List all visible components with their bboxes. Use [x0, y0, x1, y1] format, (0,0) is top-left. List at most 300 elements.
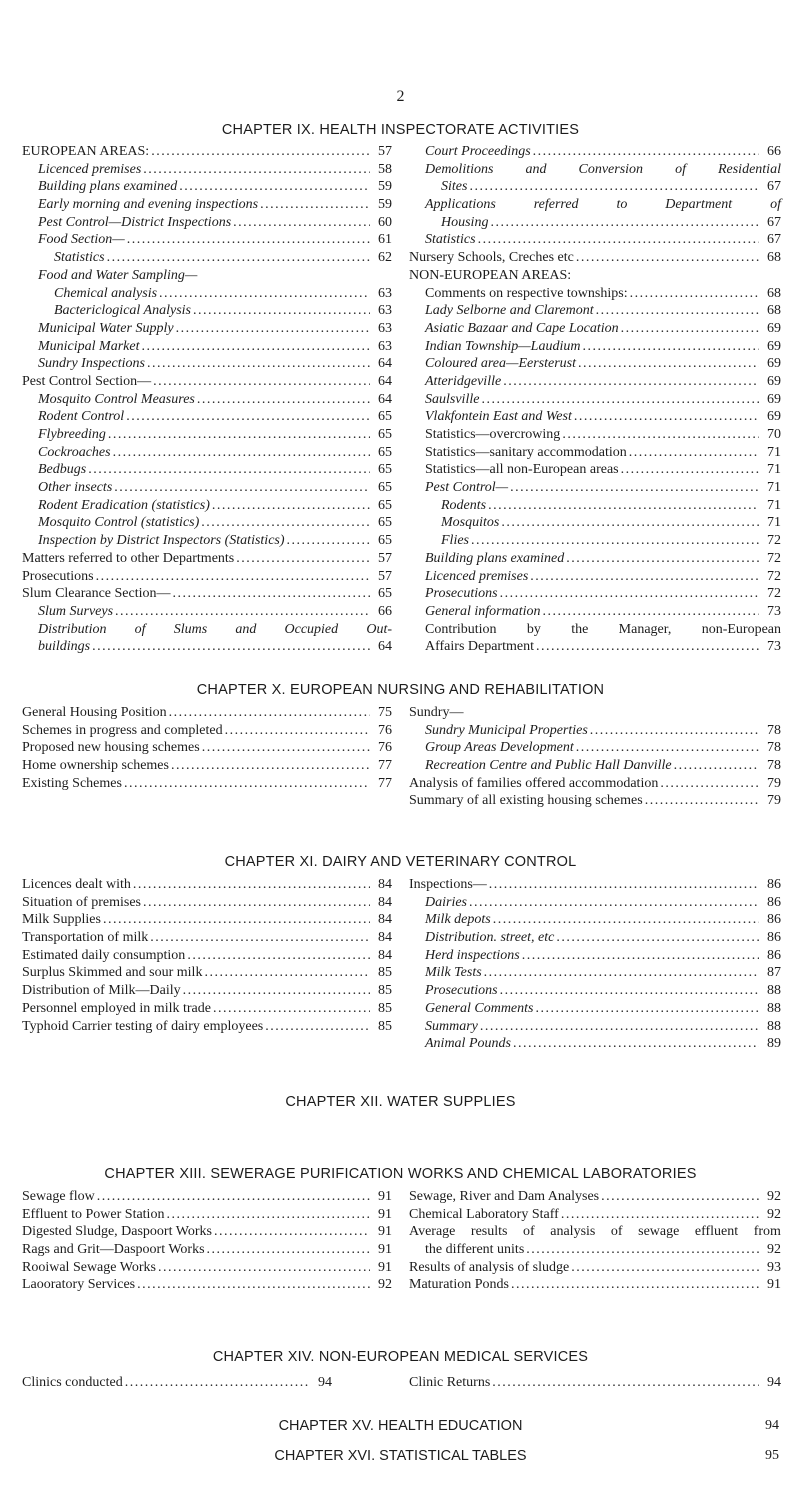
- toc-entry: [22, 285, 392, 303]
- toc-entry: [409, 775, 781, 793]
- toc-entry-label: Effluent to Power Station: [22, 1206, 165, 1222]
- chapter-x-right-column: [409, 704, 781, 810]
- toc-entry-label: Slum Surveys: [38, 603, 114, 619]
- dot-leader: [88, 461, 370, 479]
- chapter-xiv-title: CHAPTER XIV. NON-EUROPEAN MEDICAL SERVICES: [212, 1349, 589, 1365]
- dot-leader: [171, 757, 370, 775]
- toc-entry-page: 72: [767, 568, 781, 584]
- toc-entry: [409, 739, 781, 757]
- toc-entry-page: 71: [767, 480, 781, 496]
- dot-leader: [590, 722, 759, 740]
- toc-entry: [22, 1188, 392, 1206]
- toc-entry-label: Existing Schemes: [22, 775, 122, 791]
- toc-entry: [409, 722, 781, 740]
- dot-leader: [143, 894, 370, 912]
- toc-entry-label: Clinic Returns: [409, 1375, 491, 1390]
- toc-entry-label: Prosecutions: [425, 983, 498, 999]
- toc-entry-page: 72: [767, 533, 781, 549]
- dot-leader: [97, 1188, 370, 1206]
- toc-entry-page: 86: [767, 947, 781, 963]
- toc-entry: [22, 1000, 392, 1018]
- toc-entry-page: 71: [767, 497, 781, 513]
- toc-entry: [22, 947, 392, 965]
- dot-leader: [500, 982, 759, 1000]
- toc-entry-label: Proposed new housing schemes: [22, 740, 200, 756]
- toc-entry-page: 85: [378, 1000, 392, 1016]
- dot-leader: [159, 285, 370, 303]
- dot-leader: [153, 373, 370, 391]
- toc-entry-label: Herd inspections: [425, 947, 520, 963]
- dot-leader: [492, 1374, 759, 1392]
- toc-entry-label: Dairies: [425, 894, 467, 910]
- toc-entry: [409, 196, 781, 214]
- toc-entry: [22, 1018, 392, 1036]
- dot-leader: [501, 514, 759, 532]
- toc-entry: [409, 1206, 781, 1224]
- toc-entry-page: 86: [767, 930, 781, 946]
- toc-entry-page: 71: [767, 515, 781, 531]
- toc-entry-label: Food Section—: [38, 232, 125, 248]
- toc-entry: [22, 497, 392, 515]
- toc-entry-page: 91: [378, 1206, 392, 1222]
- dot-leader: [471, 532, 759, 550]
- dot-leader: [522, 947, 759, 965]
- toc-entry: [22, 426, 392, 444]
- chapter-xiii-left-column: [22, 1188, 392, 1294]
- dot-leader: [133, 876, 370, 894]
- toc-entry: [409, 267, 781, 285]
- dot-leader: [125, 1374, 310, 1392]
- toc-entry: [22, 479, 392, 497]
- toc-entry-page: 71: [767, 462, 781, 478]
- dot-leader: [214, 1223, 370, 1241]
- toc-entry-page: 69: [767, 356, 781, 372]
- toc-entry: [409, 479, 781, 497]
- toc-entry: [409, 214, 781, 232]
- toc-entry-label: Average results of analysis of sewage effluent from: [409, 1224, 781, 1240]
- toc-entry: [22, 249, 392, 267]
- toc-entry-page: 78: [767, 740, 781, 756]
- dot-leader: [488, 497, 759, 515]
- toc-entry: [22, 444, 392, 462]
- toc-entry-label: Bedbugs: [38, 462, 87, 478]
- dot-leader: [115, 603, 370, 621]
- chapter-ix-left-column: [22, 143, 392, 656]
- toc-entry-page: 71: [767, 444, 781, 460]
- toc-entry-page: 94: [767, 1375, 781, 1390]
- toc-entry: [409, 461, 781, 479]
- dot-leader: [183, 982, 370, 1000]
- toc-entry: [409, 161, 781, 179]
- toc-entry-page: 77: [378, 775, 392, 791]
- toc-entry-page: 67: [767, 179, 781, 195]
- toc-entry-page: 65: [378, 444, 392, 460]
- toc-entry-label: Licenced premises: [425, 568, 529, 584]
- toc-entry-label: Affairs Department: [425, 639, 534, 655]
- chapter-ix-title: CHAPTER IX. HEALTH INSPECTORATE ACTIVITIES: [221, 122, 580, 138]
- toc-entry-label: Licences dealt with: [22, 877, 131, 892]
- toc-entry-page: 65: [378, 462, 392, 478]
- toc-entry: [409, 408, 781, 426]
- dot-leader: [107, 249, 370, 267]
- toc-entry-label: Asiatic Bazaar and Cape Location: [425, 320, 619, 336]
- toc-entry-page: 89: [767, 1036, 781, 1052]
- toc-entry: [22, 214, 392, 232]
- toc-entry: [22, 775, 392, 793]
- page-number: 2: [396, 88, 405, 105]
- toc-entry-page: 57: [378, 144, 392, 159]
- toc-entry-label: Statistics—sanitary accommodation: [425, 444, 627, 460]
- toc-entry-page: 91: [378, 1224, 392, 1240]
- dot-leader: [141, 338, 370, 356]
- toc-entry-label: Sundry—: [409, 705, 464, 720]
- toc-entry-page: 86: [767, 894, 781, 910]
- dot-leader: [596, 302, 759, 320]
- dot-leader: [197, 391, 370, 409]
- toc-entry-page: 67: [767, 232, 781, 248]
- chapter-xi-title: CHAPTER XI. DAIRY AND VETERINARY CONTROL: [224, 854, 577, 870]
- toc-entry-page: 92: [767, 1189, 781, 1204]
- toc-entry-label: Demolitions and Conversion of Residential: [425, 161, 781, 177]
- toc-entry-page: 59: [378, 197, 392, 213]
- toc-entry: [22, 302, 392, 320]
- toc-entry-page: 92: [767, 1242, 781, 1258]
- toc-entry-page: 68: [767, 285, 781, 301]
- dot-leader: [582, 338, 759, 356]
- toc-entry: [409, 929, 781, 947]
- dot-leader: [536, 638, 759, 656]
- toc-entry: [409, 1276, 781, 1294]
- dot-leader: [233, 214, 370, 232]
- dot-leader: [151, 143, 370, 161]
- toc-entry-label: Municipal Water Supply: [38, 320, 174, 336]
- toc-entry-label: Lady Selborne and Claremont: [425, 303, 594, 319]
- chapter-xii-title: CHAPTER XII. WATER SUPPLIES: [285, 1094, 516, 1110]
- toc-entry-label: Prosecutions: [22, 568, 94, 584]
- toc-entry-page: 67: [767, 214, 781, 230]
- dot-leader: [481, 391, 759, 409]
- dot-leader: [513, 1035, 759, 1053]
- toc-entry-label: Pest Control—District Inspections: [38, 214, 232, 230]
- toc-entry-page: 69: [767, 373, 781, 389]
- toc-entry-page: 75: [378, 705, 392, 720]
- toc-entry-label: Rodent Eradication (statistics): [38, 497, 210, 513]
- chapter-xvi-title: CHAPTER XVI. STATISTICAL TABLES: [274, 1448, 527, 1464]
- dot-leader: [225, 722, 370, 740]
- dot-leader: [124, 775, 370, 793]
- toc-entry-page: 57: [378, 550, 392, 566]
- toc-entry-label: Slum Clearance Section—: [22, 586, 171, 602]
- toc-entry-label: Situation of premises: [22, 894, 141, 910]
- toc-entry-label: General information: [425, 603, 541, 619]
- chapter-xi-left-column: [22, 876, 392, 1035]
- toc-entry: [22, 704, 392, 722]
- toc-entry-page: 76: [378, 722, 392, 738]
- toc-entry-page: 91: [378, 1189, 392, 1204]
- toc-entry-label: Results of analysis of sludge: [409, 1259, 570, 1275]
- toc-entry-label: buildings: [38, 639, 91, 655]
- toc-entry: [22, 231, 392, 249]
- dot-leader: [213, 1000, 370, 1018]
- dot-leader: [621, 320, 759, 338]
- toc-entry: [409, 143, 781, 161]
- toc-entry: [409, 982, 781, 1000]
- toc-entry-label: Statistics: [425, 232, 476, 248]
- toc-entry-page: 78: [767, 758, 781, 774]
- dot-leader: [561, 1206, 759, 1224]
- toc-entry-page: 86: [767, 912, 781, 928]
- toc-entry-page: 72: [767, 550, 781, 566]
- toc-entry: [409, 568, 781, 586]
- toc-entry-page: 62: [378, 250, 392, 266]
- toc-entry: [409, 355, 781, 373]
- toc-entry-page: 76: [378, 740, 392, 756]
- dot-leader: [533, 143, 759, 161]
- toc-entry-label: Applications referred to Department of: [425, 197, 781, 213]
- dot-leader: [287, 532, 370, 550]
- toc-entry-label: Housing: [441, 214, 489, 230]
- toc-entry: [22, 1223, 392, 1241]
- toc-entry: [22, 757, 392, 775]
- dot-leader: [158, 1259, 370, 1277]
- dot-leader: [645, 792, 759, 810]
- dot-leader: [543, 603, 760, 621]
- dot-leader: [562, 426, 759, 444]
- dot-leader: [202, 739, 370, 757]
- toc-entry: [22, 178, 392, 196]
- toc-entry-page: 61: [378, 232, 392, 248]
- toc-entry: [22, 929, 392, 947]
- chapter-xiv-right-column: [409, 1374, 781, 1392]
- toc-entry-page: 84: [378, 877, 392, 892]
- dot-leader: [500, 585, 759, 603]
- toc-entry: [409, 497, 781, 515]
- toc-entry: [409, 876, 781, 894]
- toc-entry: [409, 621, 781, 639]
- chapter-xiii-title: CHAPTER XIII. SEWERAGE PURIFICATION WORKS AND CHEMICAL LABORATORIES: [104, 1166, 697, 1182]
- toc-entry-page: 70: [767, 427, 781, 442]
- toc-entry: [22, 964, 392, 982]
- toc-entry: [409, 1018, 781, 1036]
- toc-entry-page: 79: [767, 793, 781, 809]
- dot-leader: [260, 196, 370, 214]
- toc-entry: [409, 302, 781, 320]
- toc-entry: [22, 911, 392, 929]
- dot-leader: [173, 585, 370, 603]
- toc-entry-label: Animal Pounds: [425, 1036, 511, 1052]
- dot-leader: [571, 1259, 759, 1277]
- toc-entry-label: Clinics conducted: [22, 1375, 123, 1390]
- dot-leader: [469, 178, 759, 196]
- dot-leader: [207, 1241, 370, 1259]
- toc-entry-page: 65: [378, 480, 392, 496]
- toc-entry-page: 60: [378, 214, 392, 230]
- toc-entry: [409, 638, 781, 656]
- dot-leader: [169, 704, 370, 722]
- toc-entry-label: Sundry Municipal Properties: [425, 722, 588, 738]
- toc-entry-label: Maturation Ponds: [409, 1277, 509, 1293]
- toc-entry: [22, 143, 392, 161]
- dot-leader: [556, 929, 759, 947]
- toc-entry: [22, 876, 392, 894]
- toc-entry: [409, 1000, 781, 1018]
- dot-leader: [601, 1188, 759, 1206]
- toc-entry-label: Mosquitos: [441, 515, 500, 531]
- chapter-xv-page: 94: [765, 1418, 779, 1433]
- toc-entry-label: Statistics: [54, 250, 105, 266]
- chapter-ix-right-column: [409, 143, 781, 656]
- toc-entry-label: EUROPEAN AREAS:: [22, 144, 150, 159]
- toc-entry-label: Building plans examined: [38, 179, 178, 195]
- toc-entry-page: 63: [378, 320, 392, 336]
- toc-entry-label: Flybreeding: [38, 427, 106, 442]
- toc-entry: [409, 320, 781, 338]
- dot-leader: [469, 894, 759, 912]
- toc-entry-page: 84: [378, 930, 392, 946]
- dot-leader: [92, 638, 370, 656]
- toc-entry: [409, 964, 781, 982]
- toc-entry-label: Analysis of families offered accommodation: [409, 775, 659, 791]
- toc-entry-label: Rags and Grit—Daspoort Works: [22, 1242, 205, 1258]
- toc-entry-page: 63: [378, 303, 392, 319]
- dot-leader: [113, 444, 370, 462]
- toc-entry-page: 65: [378, 427, 392, 442]
- toc-entry-page: 86: [767, 877, 781, 892]
- toc-entry-label: Inspection by District Inspectors (Statistics): [38, 533, 285, 549]
- dot-leader: [187, 947, 370, 965]
- toc-entry: [409, 285, 781, 303]
- dot-leader: [536, 1000, 760, 1018]
- toc-entry-label: Flies: [441, 533, 469, 549]
- dot-leader: [176, 320, 370, 338]
- toc-entry: [409, 1259, 781, 1277]
- toc-entry-page: 57: [378, 568, 392, 584]
- toc-entry: [22, 1259, 392, 1277]
- chapter-xiii-right-column: [409, 1188, 781, 1294]
- toc-entry: [22, 267, 392, 285]
- toc-entry-label: Transportation of milk: [22, 930, 149, 946]
- toc-entry-label: Personnel employed in milk trade: [22, 1000, 211, 1016]
- toc-entry-label: Rodent Control: [38, 409, 125, 425]
- toc-entry-label: Summary: [425, 1018, 478, 1034]
- toc-entry-label: Typhoid Carrier testing of dairy employees: [22, 1018, 264, 1034]
- dot-leader: [127, 231, 370, 249]
- chapter-xi-right-column: [409, 876, 781, 1053]
- toc-entry: [409, 426, 781, 444]
- toc-entry-label: Food and Water Sampling—: [38, 267, 198, 283]
- toc-entry-label: Inspections—: [409, 877, 487, 892]
- toc-entry: [409, 603, 781, 621]
- toc-entry: [22, 585, 392, 603]
- toc-entry-page: 65: [378, 533, 392, 549]
- toc-entry-page: 69: [767, 320, 781, 336]
- toc-entry-label: Milk depots: [425, 912, 491, 928]
- toc-entry-label: Court Proceedings: [425, 144, 531, 159]
- chapter-xv-title: CHAPTER XV. HEALTH EDUCATION: [278, 1418, 523, 1434]
- toc-entry-page: 58: [378, 161, 392, 177]
- toc-entry: [22, 739, 392, 757]
- toc-entry-label: NON-EUROPEAN AREAS:: [409, 267, 572, 283]
- toc-entry: [22, 408, 392, 426]
- toc-entry: [22, 1241, 392, 1259]
- toc-entry-page: 69: [767, 338, 781, 354]
- toc-entry: [409, 947, 781, 965]
- toc-entry: [22, 514, 392, 532]
- dot-leader: [576, 739, 759, 757]
- toc-entry: [409, 792, 781, 810]
- toc-entry-label: Sites: [441, 179, 468, 195]
- chapter-xvi-page: 95: [765, 1448, 779, 1463]
- toc-entry: [22, 722, 392, 740]
- toc-entry-label: Summary of all existing housing schemes: [409, 793, 643, 809]
- toc-entry-page: 91: [767, 1277, 781, 1293]
- toc-entry: [409, 1223, 781, 1241]
- toc-entry: [22, 196, 392, 214]
- toc-entry: [409, 550, 781, 568]
- toc-entry-label: Distribution of Milk—Daily: [22, 983, 181, 999]
- toc-entry: [409, 911, 781, 929]
- dot-leader: [150, 929, 370, 947]
- toc-entry: [409, 894, 781, 912]
- toc-entry-page: 88: [767, 983, 781, 999]
- toc-entry-label: Laooratory Services: [22, 1277, 136, 1293]
- dot-leader: [489, 876, 759, 894]
- toc-entry: [22, 550, 392, 568]
- toc-entry: [22, 603, 392, 621]
- toc-entry-page: 93: [767, 1259, 781, 1275]
- toc-entry-page: 91: [378, 1259, 392, 1275]
- toc-entry-label: Surplus Skimmed and sour milk: [22, 965, 203, 981]
- toc-entry-label: Pest Control—: [425, 480, 509, 496]
- toc-entry: [22, 161, 392, 179]
- toc-entry: [409, 704, 781, 722]
- toc-entry: [22, 568, 392, 586]
- dot-leader: [147, 355, 370, 373]
- toc-entry-label: General Comments: [425, 1000, 534, 1016]
- toc-entry: [409, 391, 781, 409]
- toc-entry-label: Cockroaches: [38, 444, 111, 460]
- toc-entry-label: Municipal Market: [38, 338, 140, 354]
- toc-entry-label: Sewage, River and Dam Analyses: [409, 1189, 600, 1204]
- toc-entry-label: Statistics—overcrowing: [425, 427, 561, 442]
- chapter-xiv-left-column: [22, 1374, 332, 1392]
- dot-leader: [630, 285, 759, 303]
- toc-entry-page: 77: [378, 758, 392, 774]
- toc-entry-label: Mosquito Control (statistics): [38, 515, 200, 531]
- toc-entry: [409, 249, 781, 267]
- dot-leader: [114, 479, 370, 497]
- dot-leader: [490, 214, 759, 232]
- toc-entry-page: 91: [378, 1242, 392, 1258]
- toc-entry-page: 69: [767, 391, 781, 407]
- toc-entry-page: 92: [378, 1277, 392, 1293]
- toc-entry-label: Home ownership schemes: [22, 758, 169, 774]
- toc-entry-label: Bactericlogical Analysis: [54, 303, 191, 319]
- toc-entry-page: 79: [767, 775, 781, 791]
- toc-entry-page: 78: [767, 722, 781, 738]
- dot-leader: [526, 1241, 759, 1259]
- dot-leader: [143, 161, 370, 179]
- dot-leader: [236, 550, 370, 568]
- toc-entry-label: Milk Tests: [425, 965, 482, 981]
- toc-entry-label: Pest Control Section—: [22, 373, 152, 389]
- dot-leader: [511, 1276, 759, 1294]
- toc-entry-label: Sewage flow: [22, 1189, 95, 1204]
- toc-entry: [22, 1374, 332, 1392]
- toc-entry-page: 65: [378, 497, 392, 513]
- dot-leader: [96, 568, 370, 586]
- toc-entry: [22, 621, 392, 639]
